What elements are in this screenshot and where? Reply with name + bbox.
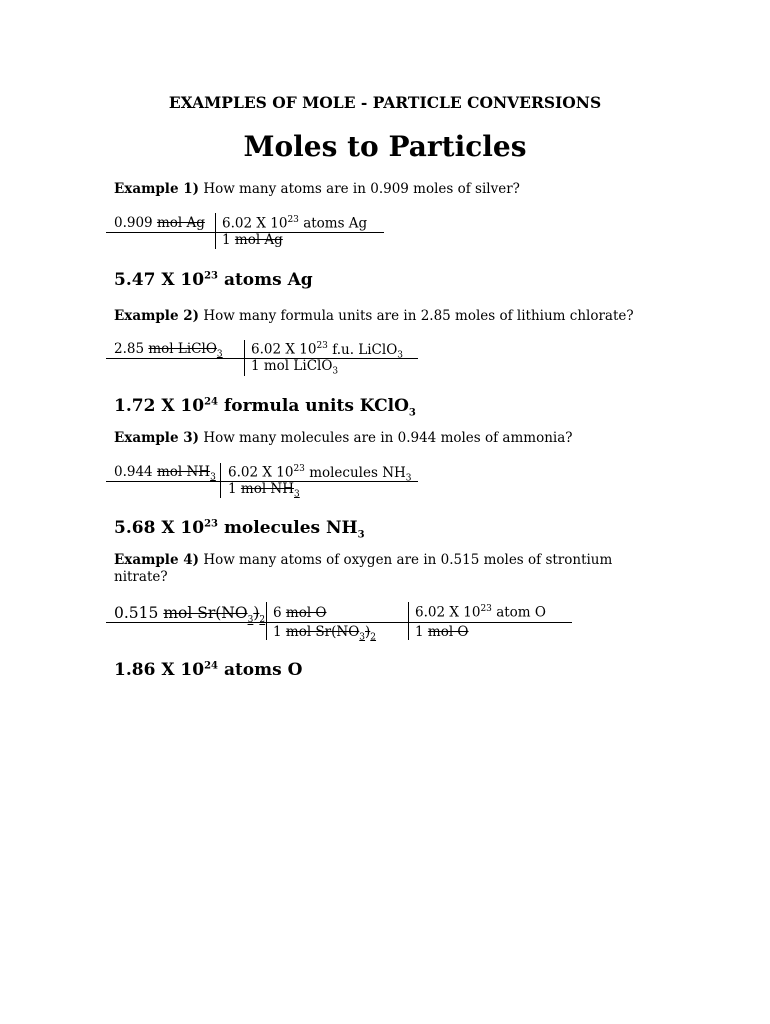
given-value: 2.85 (114, 341, 145, 357)
factor-den-value: 1 mol LiClO (251, 358, 333, 374)
given-value: 0.515 (114, 604, 159, 622)
factor-unit: atoms Ag (303, 215, 368, 232)
divider-vertical (244, 340, 245, 376)
question-text: How many formula units are in 2.85 moles of lithium chlorate? (203, 308, 634, 324)
given-unit: mol $NH_3$ (156, 464, 216, 483)
factor-denominator (228, 481, 300, 500)
divider-line (106, 622, 572, 623)
answer-value: 5.68 X 10 (114, 518, 205, 538)
given-value: 0.909 (114, 215, 153, 231)
example-label: Example 2) (114, 308, 200, 324)
factor-den-unit: mol $NH_3$ (240, 481, 300, 500)
example-3-answer (114, 518, 365, 540)
question-text: How many molecules are in 0.944 moles of ammonia? (203, 430, 573, 446)
given-unit: mol Ag (156, 215, 205, 231)
answer-unit: formula units KClO$_3$ (223, 396, 416, 419)
factor-unit: molecules $NH_3$ (309, 464, 412, 484)
factor2-numerator (415, 604, 546, 621)
example-label: Example 3) (114, 430, 200, 446)
factor-den-sub: 3 (332, 366, 339, 377)
factor-value: 6.02 X 10 (251, 341, 317, 358)
divider-vertical (408, 602, 409, 640)
factor1-denominator (273, 624, 376, 643)
divider-line (106, 232, 384, 233)
example-3-question (114, 430, 573, 447)
factor-exponent: 23 (287, 215, 299, 225)
answer-value: 1.72 X 10 (114, 396, 205, 416)
answer-unit: molecules $NH_3$ (223, 518, 365, 541)
answer-unit: atoms Ag (223, 270, 313, 290)
factor-exponent: 23 (316, 341, 328, 351)
factor-unit: atom O (496, 604, 546, 621)
factor-exponent: 23 (293, 464, 305, 474)
factor-den-value: 1 (222, 232, 231, 248)
factor-denominator (222, 232, 283, 248)
given-cell (114, 215, 205, 231)
divider-vertical (266, 602, 267, 640)
factor1-numerator (273, 605, 327, 621)
factor-value: 6 (273, 605, 282, 621)
factor-value: 6.02 X 10 (415, 604, 481, 621)
page-title: EXAMPLES OF MOLE - PARTICLE CONVERSIONS (168, 93, 602, 112)
divider-line (106, 358, 418, 359)
factor-value: 6.02 X 10 (228, 464, 294, 481)
answer-exponent: 23 (204, 270, 219, 282)
answer-exponent: 24 (204, 396, 219, 408)
factor-value: 6.02 X 10 (222, 215, 288, 232)
divider-vertical (215, 213, 216, 249)
answer-value: 5.47 X 10 (114, 270, 205, 290)
factor-den-value: 1 (228, 481, 237, 497)
factor-den-unit: mol Ag (234, 232, 283, 248)
question-text: How many atoms of oxygen are in 0.515 moles of strontium nitrate? (114, 552, 613, 585)
divider-line (106, 481, 418, 482)
factor-unit: f.u. LiClO$_3$ (332, 341, 404, 361)
factor-den-value: 1 (273, 624, 282, 640)
given-value: 0.944 (114, 464, 153, 480)
factor-den-unit: mol $Sr(NO_3)_2$ (285, 624, 377, 643)
given-cell (114, 341, 223, 360)
answer-exponent: 23 (204, 518, 219, 530)
question-text: How many atoms are in 0.909 moles of silver? (203, 181, 520, 197)
factor2-denominator (415, 624, 469, 640)
factor-den-value: 1 (415, 624, 424, 640)
answer-value: 1.86 X 10 (114, 660, 205, 680)
factor-unit: mol O (285, 605, 327, 621)
example-label: Example 1) (114, 181, 200, 197)
section-title: Moles to Particles (243, 130, 527, 163)
given-unit: mol LiClO$_3$ (148, 341, 223, 360)
given-unit: mol $Sr(NO_3)_2$ (163, 604, 266, 626)
answer-exponent: 24 (204, 660, 219, 672)
given-cell (114, 464, 216, 483)
factor-numerator (222, 215, 367, 232)
example-1-answer (114, 270, 313, 290)
example-label: Example 4) (114, 552, 200, 568)
example-4-answer (114, 660, 302, 680)
factor-den-unit: mol O (427, 624, 469, 640)
example-4-question (114, 552, 634, 586)
example-1-question (114, 181, 520, 198)
example-2-question (114, 308, 634, 325)
factor-exponent: 23 (480, 604, 492, 614)
divider-vertical (220, 463, 221, 498)
example-2-answer (114, 396, 416, 418)
answer-unit: atoms O (223, 660, 303, 680)
factor-denominator (251, 358, 338, 377)
